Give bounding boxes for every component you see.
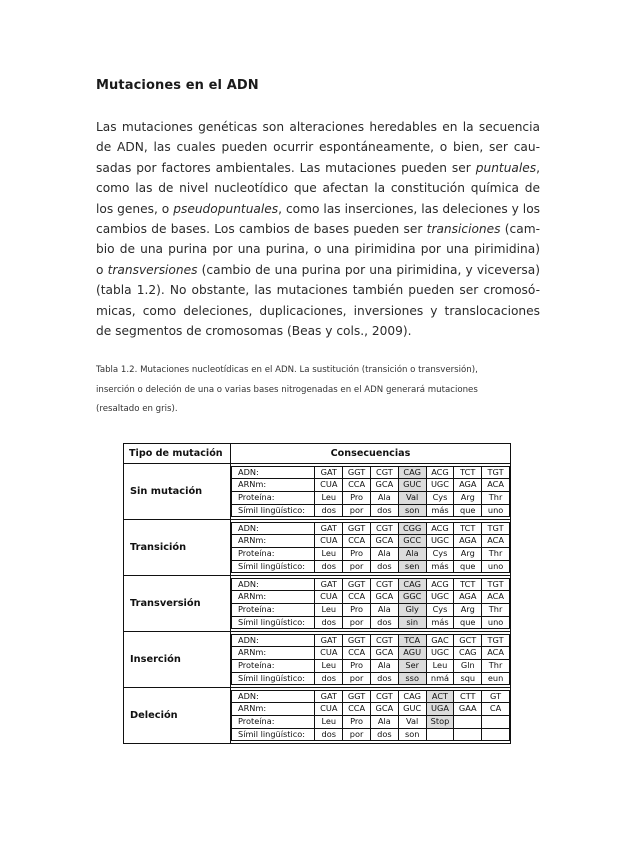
codon: CGT bbox=[370, 522, 398, 535]
codon: más bbox=[426, 504, 454, 517]
codon: ACA bbox=[482, 647, 510, 660]
codon: Cys bbox=[426, 604, 454, 617]
header-mutation-type: Tipo de mutación bbox=[124, 444, 231, 464]
codon: TGT bbox=[482, 634, 510, 647]
sequence-line-label: Símil lingüístico: bbox=[232, 504, 315, 517]
sequence-line bbox=[232, 660, 510, 673]
codon bbox=[454, 716, 482, 729]
sequence-line-label: Proteína: bbox=[232, 604, 315, 617]
codon: GAT bbox=[315, 634, 343, 647]
sequence-grid bbox=[231, 522, 510, 573]
sequence-line bbox=[232, 616, 510, 629]
consequences-cell bbox=[231, 464, 511, 520]
codon: CCA bbox=[343, 479, 371, 492]
sequence-line bbox=[232, 479, 510, 492]
consequences-cell bbox=[231, 520, 511, 576]
codon: por bbox=[343, 616, 371, 629]
mutated-codon: CAG bbox=[398, 466, 426, 479]
table-row bbox=[124, 520, 511, 576]
mutated-codon: ACT bbox=[426, 690, 454, 703]
sequence-line bbox=[232, 690, 510, 703]
codon: ACA bbox=[482, 535, 510, 548]
codon: ACG bbox=[426, 522, 454, 535]
mutated-codon: son bbox=[398, 504, 426, 517]
codon: CGT bbox=[370, 466, 398, 479]
codon: Leu bbox=[315, 604, 343, 617]
codon: CGT bbox=[370, 578, 398, 591]
sequence-line bbox=[232, 578, 510, 591]
codon: Cys bbox=[426, 548, 454, 561]
codon: CAG bbox=[398, 690, 426, 703]
sequence-line bbox=[232, 591, 510, 604]
codon: CAG bbox=[454, 647, 482, 660]
codon: dos bbox=[315, 560, 343, 573]
codon: TGT bbox=[482, 522, 510, 535]
sequence-line bbox=[232, 560, 510, 573]
codon: Arg bbox=[454, 548, 482, 561]
mutation-type-cell: Transición bbox=[124, 520, 231, 576]
sequence-line bbox=[232, 522, 510, 535]
sequence-line-label: ARNm: bbox=[232, 535, 315, 548]
codon: más bbox=[426, 560, 454, 573]
codon: GCA bbox=[370, 535, 398, 548]
codon: UGC bbox=[426, 647, 454, 660]
codon: dos bbox=[315, 504, 343, 517]
sequence-line bbox=[232, 672, 510, 685]
codon: GAT bbox=[315, 690, 343, 703]
sequence-grid bbox=[231, 634, 510, 685]
sequence-line-label: Símil lingüístico: bbox=[232, 728, 315, 741]
sequence-line bbox=[232, 604, 510, 617]
codon: dos bbox=[370, 616, 398, 629]
mutated-codon: AGU bbox=[398, 647, 426, 660]
header-consequences: Consecuencias bbox=[231, 444, 511, 464]
codon: dos bbox=[315, 616, 343, 629]
codon bbox=[426, 728, 454, 741]
paragraph-line: de ADN, las cuales pueden ocurrir espontáneamente, o bien, ser cau- bbox=[96, 140, 540, 155]
codon: nmá bbox=[426, 672, 454, 685]
codon: GGT bbox=[343, 690, 371, 703]
caption-line: (resaltado en gris). bbox=[96, 404, 178, 415]
paragraph-line: bio de una purina por una purina, o una pirimidina por una pirimidina) bbox=[96, 242, 540, 257]
codon: CA bbox=[482, 703, 510, 716]
paragraph-line: Las mutaciones genéticas son alteraciones heredables en la secuencia bbox=[96, 120, 540, 134]
codon: Pro bbox=[343, 492, 371, 505]
mutated-codon: sen bbox=[398, 560, 426, 573]
mutations-table-body bbox=[124, 464, 511, 744]
codon: ACA bbox=[482, 591, 510, 604]
codon: Leu bbox=[315, 660, 343, 673]
codon: GAC bbox=[426, 634, 454, 647]
consequences-cell bbox=[231, 632, 511, 688]
sequence-line bbox=[232, 703, 510, 716]
sequence-line bbox=[232, 728, 510, 741]
codon: por bbox=[343, 728, 371, 741]
codon: CGT bbox=[370, 690, 398, 703]
codon: dos bbox=[315, 728, 343, 741]
mutated-codon: CAG bbox=[398, 578, 426, 591]
codon: GT bbox=[482, 690, 510, 703]
sequence-line-label: ARNm: bbox=[232, 479, 315, 492]
codon: TGT bbox=[482, 578, 510, 591]
sequence-line-label: Símil lingüístico: bbox=[232, 616, 315, 629]
sequence-line bbox=[232, 535, 510, 548]
table-row bbox=[124, 688, 511, 744]
codon: Ala bbox=[370, 660, 398, 673]
codon: Pro bbox=[343, 716, 371, 729]
codon: eun bbox=[482, 672, 510, 685]
mutated-codon: sin bbox=[398, 616, 426, 629]
sequence-line-label: ADN: bbox=[232, 578, 315, 591]
codon: Gln bbox=[454, 660, 482, 673]
paragraph-line: los genes, o pseudopuntuales, como las inserciones, las deleciones y los bbox=[96, 201, 541, 216]
mutated-codon: Gly bbox=[398, 604, 426, 617]
codon: UGC bbox=[426, 591, 454, 604]
codon: que bbox=[454, 504, 482, 517]
sequence-line-label: Símil lingüístico: bbox=[232, 672, 315, 685]
mutated-codon: sso bbox=[398, 672, 426, 685]
codon bbox=[482, 728, 510, 741]
codon bbox=[482, 716, 510, 729]
sequence-line bbox=[232, 466, 510, 479]
mutated-codon: Ser bbox=[398, 660, 426, 673]
codon: GAT bbox=[315, 578, 343, 591]
table-row bbox=[124, 632, 511, 688]
codon: CCA bbox=[343, 535, 371, 548]
codon: GCA bbox=[370, 647, 398, 660]
codon: GCA bbox=[370, 703, 398, 716]
consequences-cell bbox=[231, 688, 511, 744]
mutated-codon: Stop bbox=[426, 716, 454, 729]
codon: Thr bbox=[482, 604, 510, 617]
codon: más bbox=[426, 616, 454, 629]
codon: Thr bbox=[482, 492, 510, 505]
paragraph-line: o transversiones (cambio de una purina por una pirimidina, y viceversa) bbox=[96, 262, 540, 277]
codon: por bbox=[343, 504, 371, 517]
table-row bbox=[124, 464, 511, 520]
mutated-codon: GGC bbox=[398, 591, 426, 604]
codon: ACG bbox=[426, 578, 454, 591]
codon: Ala bbox=[370, 604, 398, 617]
codon: GGT bbox=[343, 578, 371, 591]
codon: Pro bbox=[343, 548, 371, 561]
mutated-codon: TCA bbox=[398, 634, 426, 647]
sequence-line-label: Proteína: bbox=[232, 716, 315, 729]
codon: que bbox=[454, 560, 482, 573]
sequence-line-label: ADN: bbox=[232, 466, 315, 479]
consequences-cell bbox=[231, 576, 511, 632]
codon: TCT bbox=[454, 522, 482, 535]
table-row bbox=[124, 576, 511, 632]
codon: Thr bbox=[482, 660, 510, 673]
sequence-line bbox=[232, 716, 510, 729]
paragraph-line: micas, como deleciones, duplicaciones, inversiones y translocaciones bbox=[96, 303, 540, 318]
codon: CCA bbox=[343, 703, 371, 716]
codon: CTT bbox=[454, 690, 482, 703]
codon: por bbox=[343, 560, 371, 573]
sequence-line-label: Proteína: bbox=[232, 492, 315, 505]
sequence-grid bbox=[231, 690, 510, 741]
codon: CUA bbox=[315, 535, 343, 548]
paragraph-line: de segmentos de cromosomas (Beas y cols., 2009). bbox=[96, 324, 412, 339]
codon: GGT bbox=[343, 466, 371, 479]
codon: dos bbox=[315, 672, 343, 685]
sequence-line bbox=[232, 647, 510, 660]
codon: GUC bbox=[398, 703, 426, 716]
codon: GAT bbox=[315, 522, 343, 535]
codon: AGA bbox=[454, 479, 482, 492]
codon: AGA bbox=[454, 591, 482, 604]
codon: Val bbox=[398, 716, 426, 729]
sequence-line-label: ARNm: bbox=[232, 703, 315, 716]
codon: son bbox=[398, 728, 426, 741]
codon: Leu bbox=[426, 660, 454, 673]
codon: dos bbox=[370, 672, 398, 685]
codon: GGT bbox=[343, 522, 371, 535]
codon: CUA bbox=[315, 647, 343, 660]
codon: Ala bbox=[370, 716, 398, 729]
codon: GAT bbox=[315, 466, 343, 479]
sequence-line-label: ADN: bbox=[232, 634, 315, 647]
mutations-table bbox=[123, 443, 511, 744]
sequence-line-label: Proteína: bbox=[232, 548, 315, 561]
mutated-codon: GUC bbox=[398, 479, 426, 492]
sequence-grid bbox=[231, 578, 510, 629]
codon: GAA bbox=[454, 703, 482, 716]
codon: Pro bbox=[343, 604, 371, 617]
codon: Thr bbox=[482, 548, 510, 561]
paragraph-line: como las de nivel nucleotídico que afectan la constitución química de bbox=[96, 181, 540, 196]
sequence-line-label: ARNm: bbox=[232, 591, 315, 604]
codon: Ala bbox=[370, 548, 398, 561]
sequence-line-label: ARNm: bbox=[232, 647, 315, 660]
mutation-type-cell: Transversión bbox=[124, 576, 231, 632]
sequence-line bbox=[232, 504, 510, 517]
codon: TGT bbox=[482, 466, 510, 479]
sequence-line bbox=[232, 548, 510, 561]
codon: Leu bbox=[315, 492, 343, 505]
sequence-line bbox=[232, 634, 510, 647]
codon: CUA bbox=[315, 479, 343, 492]
section-heading: Mutaciones en el ADN bbox=[96, 78, 259, 93]
codon: Ala bbox=[370, 492, 398, 505]
codon: CUA bbox=[315, 591, 343, 604]
codon: Arg bbox=[454, 604, 482, 617]
codon: uno bbox=[482, 560, 510, 573]
codon: GGT bbox=[343, 634, 371, 647]
codon: CUA bbox=[315, 703, 343, 716]
paragraph-line: (tabla 1.2). No obstante, las mutaciones también pueden ser cromosó- bbox=[96, 283, 540, 298]
mutated-codon: GCC bbox=[398, 535, 426, 548]
codon: dos bbox=[370, 728, 398, 741]
table-caption bbox=[96, 361, 542, 420]
sequence-line bbox=[232, 492, 510, 505]
codon: ACG bbox=[426, 466, 454, 479]
codon: squ bbox=[454, 672, 482, 685]
codon: dos bbox=[370, 560, 398, 573]
body-paragraph bbox=[96, 117, 540, 341]
codon: Leu bbox=[315, 548, 343, 561]
codon: uno bbox=[482, 504, 510, 517]
codon: Pro bbox=[343, 660, 371, 673]
codon: Leu bbox=[315, 716, 343, 729]
codon: Cys bbox=[426, 492, 454, 505]
codon bbox=[454, 728, 482, 741]
paragraph-line: sadas por factores ambientales. Las mutaciones pueden ser puntuales, bbox=[96, 160, 540, 175]
mutation-type-cell: Inserción bbox=[124, 632, 231, 688]
caption-line: Tabla 1.2. Mutaciones nucleotídicas en el ADN. La sustitución (transición o transversión), bbox=[96, 365, 478, 375]
codon: CCA bbox=[343, 647, 371, 660]
sequence-grid bbox=[231, 466, 510, 517]
codon: GCA bbox=[370, 479, 398, 492]
codon: que bbox=[454, 616, 482, 629]
sequence-line-label: ADN: bbox=[232, 522, 315, 535]
codon: GCT bbox=[454, 634, 482, 647]
codon: AGA bbox=[454, 535, 482, 548]
mutation-type-cell: Sin mutación bbox=[124, 464, 231, 520]
codon: CGT bbox=[370, 634, 398, 647]
mutated-codon: Val bbox=[398, 492, 426, 505]
paragraph-line: cambios de bases. Los cambios de bases pueden ser transiciones (cam- bbox=[96, 222, 540, 237]
codon: TCT bbox=[454, 466, 482, 479]
codon: CCA bbox=[343, 591, 371, 604]
codon: GCA bbox=[370, 591, 398, 604]
caption-line: inserción o deleción de una o varias bases nitrogenadas en el ADN generará mutaciones bbox=[96, 384, 478, 395]
codon: por bbox=[343, 672, 371, 685]
sequence-line-label: ADN: bbox=[232, 690, 315, 703]
mutated-codon: UGA bbox=[426, 703, 454, 716]
codon: TCT bbox=[454, 578, 482, 591]
sequence-line-label: Símil lingüístico: bbox=[232, 560, 315, 573]
mutated-codon: Ala bbox=[398, 548, 426, 561]
codon: UGC bbox=[426, 479, 454, 492]
codon: UGC bbox=[426, 535, 454, 548]
mutation-type-cell: Deleción bbox=[124, 688, 231, 744]
codon: dos bbox=[370, 504, 398, 517]
codon: ACA bbox=[482, 479, 510, 492]
codon: uno bbox=[482, 616, 510, 629]
codon: Arg bbox=[454, 492, 482, 505]
sequence-line-label: Proteína: bbox=[232, 660, 315, 673]
mutated-codon: CGG bbox=[398, 522, 426, 535]
